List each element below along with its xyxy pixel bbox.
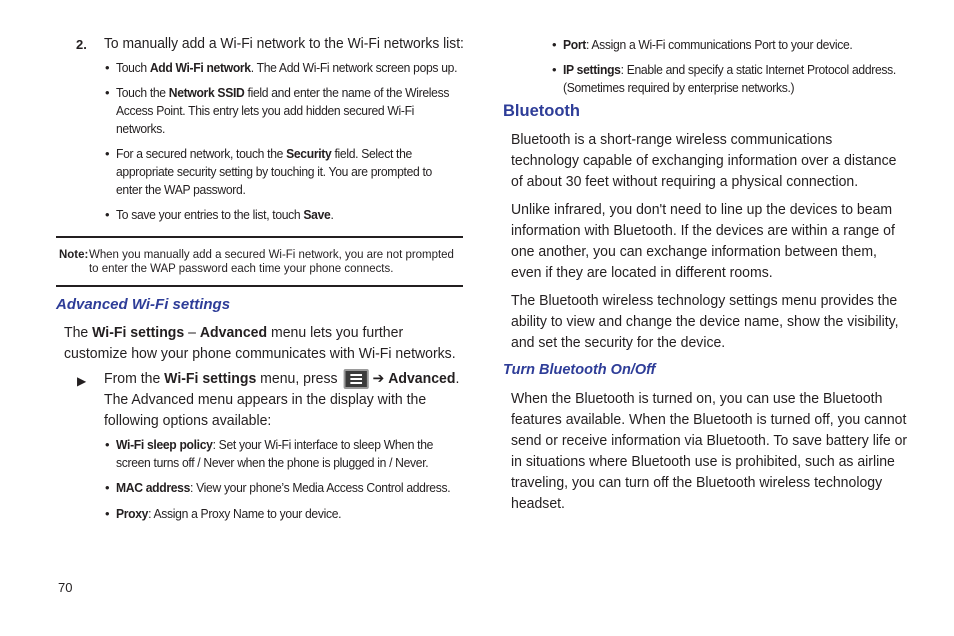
note-text: When you manually add a secured Wi-Fi network, you are not prompted to enter the WAP password each time your phone connects. bbox=[89, 247, 454, 275]
step-text: To manually add a Wi-Fi network to the Wi-Fi networks list: bbox=[104, 36, 464, 52]
bullet-icon: • bbox=[105, 85, 110, 100]
page-number: 70 bbox=[58, 580, 73, 595]
step-arrow-icon: ▶ bbox=[77, 374, 87, 388]
list-item: Port: Assign a Wi-Fi communications Port to your device. bbox=[563, 37, 853, 52]
list-item: Wi-Fi sleep policy: Set your Wi-Fi interface to sleep When the screen turns off / Never when the phone is plugged in / Never. bbox=[116, 437, 434, 470]
note-box bbox=[56, 236, 463, 287]
list-item: IP settings: Enable and specify a static Internet Protocol address. (Sometimes required by enterprise networks.) bbox=[563, 62, 896, 95]
list-item: For a secured network, touch the Security field. Select the appropriate security setting by touching it. You are prompted to enter the WAP password. bbox=[116, 146, 432, 197]
paragraph: From the Wi-Fi settings menu, press ➔ Advanced. The Advanced menu appears in the display with the following options available: bbox=[104, 371, 460, 429]
paragraph: When the Bluetooth is turned on, you can use the Bluetooth features available. When the Bluetooth is turned off, you cannot send or receive information via Bluetooth. To save battery life or in situations where Bluetooth use is prohibited, such as airline traveling, you can turn off the Bluetooth wireless technology headset. bbox=[511, 391, 908, 512]
bullet-icon: • bbox=[105, 480, 110, 495]
menu-key-icon bbox=[343, 369, 368, 389]
bullet-icon: • bbox=[105, 60, 110, 75]
paragraph: The Wi-Fi settings – Advanced menu lets you further customize how your phone communicates with Wi-Fi networks. bbox=[64, 325, 456, 362]
bullet-icon: • bbox=[105, 146, 110, 161]
bullet-icon: • bbox=[105, 506, 110, 521]
bullet-icon: • bbox=[105, 437, 110, 452]
section-heading: Bluetooth bbox=[503, 102, 580, 120]
list-item: To save your entries to the list, touch Save. bbox=[116, 207, 334, 222]
bullet-icon: • bbox=[552, 37, 557, 52]
note-label: Note: bbox=[59, 247, 89, 261]
paragraph: Bluetooth is a short-range wireless communications technology capable of exchanging information over a distance of about 30 feet without requiring a physical connection. bbox=[511, 132, 897, 190]
list-item: Proxy: Assign a Proxy Name to your device. bbox=[116, 506, 342, 521]
list-item: MAC address: View your phone’s Media Access Control address. bbox=[116, 480, 451, 495]
paragraph: Unlike infrared, you don't need to line up the devices to beam information with Bluetooth. If the devices are within a range of one another, you can exchange information between them, even if they are located in different rooms. bbox=[511, 202, 895, 281]
list-item: Touch Add Wi-Fi network. The Add Wi-Fi network screen pops up. bbox=[116, 60, 458, 75]
bullet-icon: • bbox=[552, 62, 557, 77]
subsection-heading: Turn Bluetooth On/Off bbox=[503, 362, 656, 378]
paragraph: The Bluetooth wireless technology settings menu provides the ability to view and change the device name, show the visibility, and set the security for the device. bbox=[511, 293, 899, 351]
bullet-icon: • bbox=[105, 207, 110, 222]
list-item: Touch the Network SSID field and enter the name of the Wireless Access Point. This entry lets you add hidden secured Wi-Fi networks. bbox=[116, 85, 450, 136]
section-heading: Advanced Wi-Fi settings bbox=[56, 296, 231, 313]
step-number: 2. bbox=[76, 37, 87, 52]
